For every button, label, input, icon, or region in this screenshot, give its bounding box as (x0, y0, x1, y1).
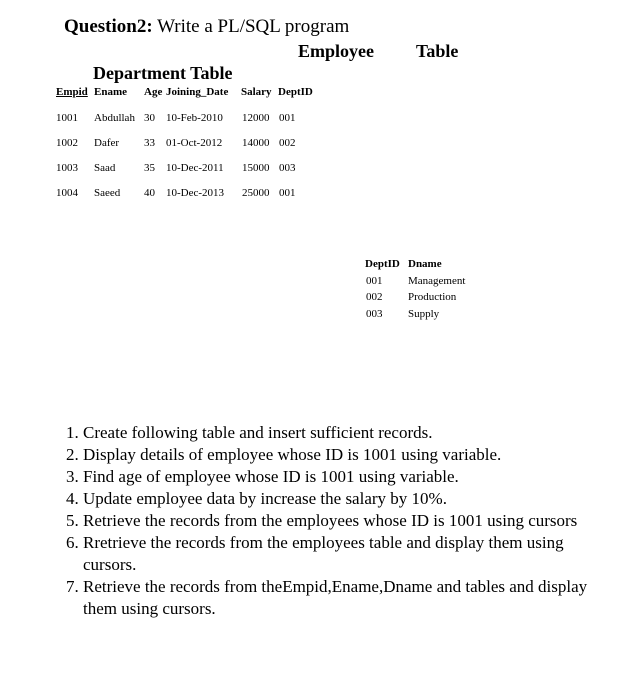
table-cell: 35 (144, 162, 155, 174)
table-cell: 30 (144, 112, 155, 124)
task-item: 5. Retrieve the records from the employees whose ID is 1001 using cursors (83, 510, 603, 532)
table-cell: Saeed (94, 187, 121, 199)
table-cell: 1003 (56, 162, 78, 174)
table-cell: 14000 (242, 137, 270, 149)
table-cell: Management (408, 275, 466, 287)
question-number: Question2: (64, 16, 153, 37)
table-cell: 1002 (56, 137, 78, 149)
column-header-dname: Dname (408, 258, 442, 270)
task-item: 6. Rretrieve the records from the employees table and display them using cursors. (83, 532, 603, 576)
task-item: 3. Find age of employee whose ID is 1001 using variable. (83, 466, 603, 488)
table-cell: 1001 (56, 112, 78, 124)
task-item: 7. Retrieve the records from theEmpid,Ename,Dname and tables and display them using cursors. (83, 576, 603, 620)
task-item: 1. Create following table and insert sufficient records. (83, 422, 603, 444)
table-cell: 10-Dec-2011 (166, 162, 224, 174)
question-title (64, 16, 349, 38)
column-header-salary: Salary (241, 86, 272, 98)
department-table-heading: Department Table (93, 63, 233, 83)
question-text: Write a PL/SQL program (152, 16, 350, 37)
table-cell: Saad (94, 162, 116, 174)
column-header-deptid: DeptID (365, 258, 400, 270)
table-cell: Production (408, 291, 457, 303)
table-cell: 25000 (242, 187, 270, 199)
table-cell: Abdullah (94, 112, 135, 124)
table-cell: 01-Oct-2012 (166, 137, 223, 149)
table-cell: 40 (144, 187, 155, 199)
task-item: 4. Update employee data by increase the salary by 10%. (83, 488, 603, 510)
column-header-deptid: DeptID (278, 86, 313, 98)
table-cell: 10-Feb-2010 (166, 112, 223, 124)
task-list (56, 422, 603, 620)
table-cell: 10-Dec-2013 (166, 187, 225, 199)
column-header-joining-date: Joining_Date (166, 86, 229, 98)
task-item: 2. Display details of employee whose ID is 1001 using variable. (83, 444, 603, 466)
table-cell: 15000 (242, 162, 270, 174)
column-header-ename: Ename (94, 86, 127, 98)
table-cell: 003 (279, 162, 296, 174)
table-cell: Dafer (94, 137, 120, 149)
table-cell: 003 (366, 308, 383, 320)
table-cell: 1004 (56, 187, 78, 199)
table-cell: 12000 (242, 112, 270, 124)
table-heading: Table (416, 41, 459, 61)
table-cell: 002 (366, 291, 383, 303)
column-header-empid: Empid (56, 86, 88, 98)
table-cell: 33 (144, 137, 155, 149)
employee-heading: Employee (298, 41, 374, 61)
table-cell: Supply (408, 308, 440, 320)
table-cell: 002 (279, 137, 296, 149)
table-cell: 001 (279, 112, 296, 124)
column-header-age: Age (144, 86, 163, 98)
table-cell: 001 (279, 187, 296, 199)
table-cell: 001 (366, 275, 383, 287)
